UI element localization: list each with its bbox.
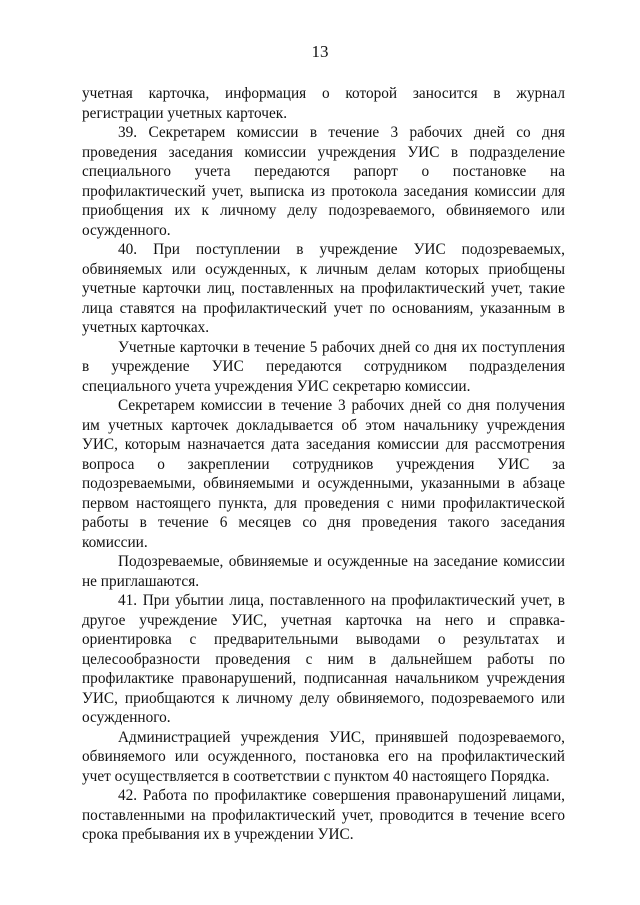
paragraph-item-40-not-invited: Подозреваемые, обвиняемые и осужденные на заседание комиссии не приглашаются.: [82, 553, 565, 590]
paragraph-item-41-administration: Администрацией учреждения УИС, принявшей подозреваемого, обвиняемого или осужденного, постановка его на профилактический учет осуществляется в соответствии с пунктом 40 настоящего Порядка.: [82, 728, 565, 785]
page-number: 13: [311, 42, 329, 61]
paragraph-item-41: 41. При убытии лица, поставленного на профилактический учет, в другое учреждение УИС, учетная карточка на него и справка-ориентировка с предварительными выводами о результатах и целесообразности проведения с ним в дальнейшем работы по профилактике правонарушений, подписанная начальником учреждения УИС, приобщаются к личному делу обвиняемого, подозреваемого или осужденного.: [82, 592, 565, 726]
paragraph-item-42: 42. Работа по профилактике совершения правонарушений лицами, поставленными на профилактический учет, проводится в течение всего срока пребывания их в учреждении УИС.: [82, 787, 565, 843]
paragraph-item-40: 40. При поступлении в учреждение УИС подозреваемых, обвиняемых или осужденных, к личным делам которых приобщены учетные карточки лиц, поставленных на профилактический учет, такие лица ставятся на профилактический учет по основаниям, указанным в учетных карточках.: [82, 241, 565, 336]
paragraph-item-40-secretary-report: Секретарем комиссии в течение 3 рабочих дней со дня получения им учетных карточек докладывается об этом начальнику учреждения УИС, которым назначается дата заседания комиссии для рассмотрения вопроса о закреплении сотрудников учреждения УИС за подозреваемыми, обвиняемыми и осужденными, указанными в абзаце первом настоящего пункта, для проведения с ними профилактической работы в течение 6 месяцев со дня проведения такого заседания комиссии.: [82, 397, 565, 551]
paragraph-continuation: учетная карточка, информация о которой заносится в журнал регистрации учетных карточек.: [82, 85, 565, 122]
paragraph-item-40-cards-transfer: Учетные карточки в течение 5 рабочих дней со дня их поступления в учреждение УИС передаются сотрудником подразделения специального учета учреждения УИС секретарю комиссии.: [82, 338, 565, 395]
document-body: [82, 84, 565, 845]
paragraph-item-39: 39. Секретарем комиссии в течение 3 рабочих дней со дня проведения заседания комиссии учреждения УИС в подразделение специального учета передаются рапорт о постановке на профилактический учет, выписка из протокола заседания комиссии для приобщения их к личному делу подозреваемого, обвиняемого или осужденного.: [82, 124, 565, 239]
